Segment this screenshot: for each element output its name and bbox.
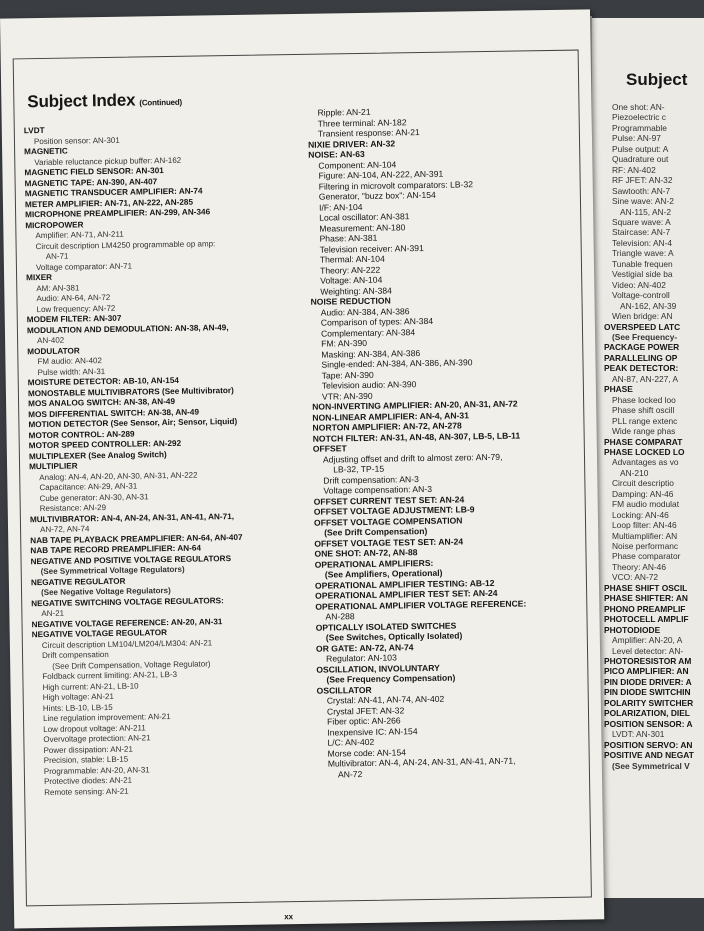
index-subentry: Staircase: AN-7 <box>612 227 671 238</box>
index-subentry: Wien bridge: AN <box>612 311 673 322</box>
index-heading: NOISE REDUCTION <box>310 295 391 307</box>
index-subentry: Comparison of types: AN-384 <box>320 315 434 328</box>
index-subentry: Line regulation improvement: AN-21 <box>42 712 171 724</box>
page-title-suffix: (Continued) <box>139 97 183 108</box>
index-subentry: Sawtooth: AN-7 <box>612 185 671 196</box>
index-heading: PHOTODIODE <box>604 624 661 635</box>
index-subentry: Transient response: AN-21 <box>317 127 420 139</box>
index-heading: ONE SHOT: AN-72, AN-88 <box>314 547 418 559</box>
index-subentry: Single-ended: AN-384, AN-386, AN-390 <box>321 357 473 370</box>
index-heading: POLARITY SWITCHER <box>604 697 694 708</box>
index-subentry: Remote sensing: AN-21 <box>44 786 129 797</box>
page-folio: xx <box>284 912 294 922</box>
index-heading: OFFSET VOLTAGE ADJUSTMENT: LB-9 <box>313 504 475 517</box>
index-heading: MOISTURE DETECTOR: AB-10, AN-154 <box>27 375 179 388</box>
index-subentry: Television: AN-4 <box>612 237 673 248</box>
index-column-left <box>24 122 311 798</box>
index-subentry: Hints: LB-10, LB-15 <box>42 702 113 713</box>
index-heading: PHASE SHIFTER: AN <box>604 593 688 604</box>
index-heading: MODEM FILTER: AN-307 <box>26 313 122 325</box>
index-subentry: Tape: AN-390 <box>321 369 374 381</box>
index-heading: NON-LINEAR AMPLIFIER: AN-4, AN-31 <box>312 409 470 423</box>
index-subentry: Variable reluctance pickup buffer: AN-162 <box>34 155 182 167</box>
index-subentry: AN-288 <box>325 611 355 622</box>
index-subentry: High voltage: AN-21 <box>42 691 114 703</box>
index-subentry: Audio: AN-384, AN-386 <box>320 305 410 318</box>
index-heading: PICO AMPLIFIER: AN <box>604 666 689 677</box>
index-subentry: Locking: AN-46 <box>612 509 669 520</box>
right-index-column <box>604 102 704 771</box>
index-heading: MULTIPLIER <box>29 461 78 472</box>
index-subentry: Programmable <box>612 122 667 133</box>
index-subentry: Crystal: AN-41, AN-74, AN-402 <box>326 693 445 706</box>
index-column-right <box>307 104 584 780</box>
index-subentry: AN-72 <box>337 768 363 779</box>
index-subentry: Inexpensive IC: AN-154 <box>327 725 418 738</box>
index-heading: MODULATION AND DEMODULATION: AN-38, AN-49, <box>26 322 229 335</box>
index-subentry: Regulator: AN-103 <box>326 652 397 664</box>
index-subentry: Local oscillator: AN-381 <box>319 211 410 223</box>
index-subentry: Television audio: AN-390 <box>321 379 417 391</box>
index-subentry: Analog: AN-4, AN-20, AN-30, AN-31, AN-222 <box>39 470 198 482</box>
index-heading: OPERATIONAL AMPLIFIERS: <box>314 557 434 570</box>
index-subentry: VCO: AN-72 <box>612 572 659 583</box>
index-subentry: Drift compensation: AN-3 <box>323 473 419 486</box>
index-heading: NAB TAPE RECORD PREAMPLIFIER: AN-64 <box>30 543 202 556</box>
index-heading: NIXIE DRIVER: AN-32 <box>307 137 396 150</box>
index-subentry: AN-210 <box>620 467 649 478</box>
index-heading: PHOTOCELL AMPLIF <box>604 614 689 625</box>
right-page <box>590 18 704 898</box>
index-subentry: Thermal: AN-104 <box>319 253 385 265</box>
index-heading: MAGNETIC FIELD SENSOR: AN-301 <box>24 166 164 178</box>
index-heading: POSITION SENSOR: A <box>604 718 693 729</box>
index-subentry: Adjusting offset and drift to almost zero: AN-79, <box>322 451 503 465</box>
index-subentry: I/F: AN-104 <box>318 201 363 213</box>
index-heading: (See Symmetrical Voltage Regulators) <box>40 564 185 577</box>
index-subentry: Cube generator: AN-30, AN-31 <box>39 491 149 503</box>
index-subentry: Weighting: AN-384 <box>320 285 392 297</box>
index-subentry: Foldback current limiting: AN-21, LB-3 <box>42 669 178 682</box>
index-subentry: Wide range phas <box>612 426 676 437</box>
index-heading: LVDT <box>23 125 45 136</box>
index-subentry: Measurement: AN-180 <box>319 221 406 234</box>
index-heading: PACKAGE POWER <box>604 342 680 353</box>
index-heading: MAGNETIC TAPE: AN-390, AN-407 <box>24 176 158 188</box>
index-subentry: Protective diodes: AN-21 <box>43 775 133 787</box>
index-heading: MONOSTABLE MULTIVIBRATORS (See Multivibrator) <box>27 385 234 398</box>
index-subentry: Damping: AN-46 <box>612 488 674 499</box>
index-heading: MULTIVIBRATOR: AN-4, AN-24, AN-31, AN-41, AN-71, <box>29 511 235 524</box>
index-subentry: Masking: AN-384, AN-386 <box>321 347 421 360</box>
index-subentry: High current: AN-21, LB-10 <box>42 681 139 692</box>
index-heading: PIN DIODE DRIVER: A <box>604 676 692 687</box>
index-heading: PHASE LOCKED LO <box>604 446 685 457</box>
index-subentry: Theory: AN-222 <box>319 264 381 276</box>
index-heading: PEAK DETECTOR: <box>604 363 679 374</box>
index-subentry: Loop filter: AN-46 <box>612 520 677 531</box>
index-subentry: LVDT: AN-301 <box>612 729 665 740</box>
right-page-title: Subject <box>626 70 688 89</box>
index-subentry: Tunable frequen <box>612 258 673 269</box>
index-subentry: Sine wave: AN-2 <box>612 196 674 207</box>
index-heading: (See Amplifiers, Operational) <box>324 567 443 580</box>
index-subentry: (See Frequency- <box>612 331 678 342</box>
index-subentry: Pulse width: AN-31 <box>37 366 106 377</box>
index-heading: PHASE SHIFT OSCIL <box>604 582 688 593</box>
index-subentry: Triangle wave: A <box>612 248 674 259</box>
index-heading: PHONO PREAMPLIF <box>604 603 686 614</box>
index-subentry: L/C: AN-402 <box>327 736 375 748</box>
index-subentry: Position sensor: AN-301 <box>33 135 120 146</box>
index-heading: OFFSET CURRENT TEST SET: AN-24 <box>313 493 465 507</box>
index-subentry: Morse code: AN-154 <box>327 746 407 759</box>
index-heading: METER AMPLIFIER: AN-71, AN-222, AN-285 <box>24 197 194 209</box>
index-heading: MOTOR SPEED CONTROLLER: AN-292 <box>28 438 182 451</box>
index-subentry: (See Drift Compensation, Voltage Regulator) <box>52 658 211 671</box>
index-heading: MOS DIFFERENTIAL SWITCH: AN-38, AN-49 <box>28 407 200 419</box>
index-subentry: AN-402 <box>37 335 65 346</box>
page-title <box>27 90 182 112</box>
index-subentry: AN-21 <box>41 608 65 619</box>
index-subentry: Low dropout voltage: AN-211 <box>43 722 146 734</box>
index-heading: OPERATIONAL AMPLIFIER TESTING: AB-12 <box>314 577 495 591</box>
index-subentry: AN-72, AN-74 <box>39 524 90 535</box>
index-heading: POSITIVE AND NEGAT <box>604 750 694 761</box>
index-subentry: Crystal JFET: AN-32 <box>326 704 405 717</box>
index-subentry: Amplifier: AN-20, A <box>612 635 683 646</box>
index-subentry: AN-71 <box>45 251 69 261</box>
index-subentry: FM audio: AN-402 <box>37 356 102 367</box>
index-heading: NEGATIVE SWITCHING VOLTAGE REGULATORS: <box>31 595 224 608</box>
index-heading: OFFSET VOLTAGE COMPENSATION <box>313 514 463 528</box>
index-heading: OPERATIONAL AMPLIFIER TEST SET: AN-24 <box>315 587 498 601</box>
index-subentry: Figure: AN-104, AN-222, AN-391 <box>318 168 444 181</box>
index-subentry: Capacitance: AN-29, AN-31 <box>39 481 138 493</box>
index-subentry: Voltage: AN-104 <box>320 274 383 286</box>
index-heading: NOISE: AN-63 <box>308 148 365 160</box>
index-subentry: Three terminal: AN-182 <box>317 116 407 129</box>
index-subentry: Generator, "buzz box": AN-154 <box>318 189 436 202</box>
index-heading: OSCILLATOR <box>316 684 372 696</box>
index-heading: MOS ANALOG SWITCH: AN-38, AN-49 <box>28 396 176 409</box>
index-heading: PHASE COMPARAT <box>604 436 683 447</box>
index-heading: POLARIZATION, DIEL <box>604 708 690 719</box>
index-subentry: Vestigial side ba <box>612 269 673 280</box>
index-subentry: Phase locked loo <box>612 394 676 405</box>
index-heading: OFFSET <box>312 443 347 454</box>
index-heading: PARALLELING OP <box>604 352 678 363</box>
index-heading: NEGATIVE VOLTAGE REFERENCE: AN-20, AN-31 <box>31 616 223 629</box>
index-subentry: Fiber optic: AN-266 <box>327 715 401 727</box>
index-subentry: Ripple: AN-21 <box>317 106 371 118</box>
index-subentry: Theory: AN-46 <box>612 561 666 572</box>
index-heading: PHOTORESISTOR AM <box>604 656 692 667</box>
index-heading: (See Drift Compensation) <box>324 525 428 538</box>
index-heading: PHASE <box>604 384 633 395</box>
index-subentry: Resistance: AN-29 <box>39 503 107 514</box>
index-heading: (See Negative Voltage Regulators) <box>40 586 171 598</box>
index-heading: PIN DIODE SWITCHIN <box>604 687 691 698</box>
index-subentry: Programmable: AN-20, AN-31 <box>43 764 150 776</box>
index-subentry: Level detector: AN- <box>612 645 684 656</box>
index-subentry: Piezoelectric c <box>612 112 666 123</box>
index-heading: (See Frequency Compensation) <box>326 672 456 685</box>
index-subentry: AN-162, AN-39 <box>620 300 677 311</box>
index-heading: NON-INVERTING AMPLIFIER: AN-20, AN-31, AN-72 <box>312 398 518 412</box>
index-subentry: FM: AN-390 <box>321 337 368 349</box>
index-subentry: (See Symmetrical V <box>612 760 690 771</box>
index-subentry: Advantages as vo <box>612 457 679 468</box>
index-heading: MODULATOR <box>27 345 80 356</box>
index-heading: OVERSPEED LATC <box>604 321 681 332</box>
index-heading: MOTION DETECTOR (See Sensor, Air; Sensor, Liquid) <box>28 416 238 430</box>
index-subentry: One shot: AN- <box>612 102 665 112</box>
index-heading: NORTON AMPLIFIER: AN-72, AN-278 <box>312 420 462 433</box>
index-heading: NEGATIVE VOLTAGE REGULATOR <box>31 628 168 640</box>
index-subentry: Audio: AN-64, AN-72 <box>36 292 111 304</box>
index-subentry: Amplifier: AN-71, AN-211 <box>35 229 124 241</box>
index-subentry: Multivibrator: AN-4, AN-24, AN-31, AN-41, AN-71, <box>327 755 516 769</box>
index-subentry: Phase comparator <box>612 551 681 562</box>
index-subentry: Noise performanc <box>612 541 679 552</box>
index-subentry: Television receiver: AN-391 <box>319 242 424 255</box>
index-subentry: Phase: AN-381 <box>319 232 378 244</box>
index-subentry: RF: AN-402 <box>612 164 656 175</box>
index-subentry: Phase shift oscill <box>612 405 675 416</box>
index-subentry: Voltage comparator: AN-71 <box>35 261 133 272</box>
index-heading: MAGNETIC TRANSDUCER AMPLIFIER: AN-74 <box>24 186 203 199</box>
index-subentry: Voltage compensation: AN-3 <box>323 483 433 496</box>
index-subentry: AN-115, AN-2 <box>620 206 672 217</box>
index-heading: NOTCH FILTER: AN-31, AN-48, AN-307, LB-5, LB-11 <box>312 430 521 444</box>
left-page <box>0 9 604 928</box>
index-heading: MULTIPLEXER (See Analog Switch) <box>28 449 167 461</box>
index-heading: NAB TAPE PLAYBACK PREAMPLIFIER: AN-64, AN-407 <box>30 532 243 545</box>
index-subentry: FM audio modulat <box>612 499 680 510</box>
index-subentry: Circuit descriptio <box>612 478 674 489</box>
index-heading: MAGNETIC <box>24 146 68 157</box>
index-heading: NEGATIVE REGULATOR <box>30 576 126 587</box>
index-subentry: Pulse: AN-97 <box>612 133 661 144</box>
index-subentry: Pulse output: A <box>612 143 669 154</box>
index-subentry: Circuit description LM4250 programmable op amp: <box>35 238 216 251</box>
index-heading: NEGATIVE AND POSITIVE VOLTAGE REGULATORS <box>30 553 232 566</box>
index-subentry: Video: AN-402 <box>612 279 666 290</box>
index-heading: MOTOR CONTROL: AN-289 <box>28 429 135 440</box>
index-subentry: Component: AN-104 <box>318 158 397 171</box>
index-heading: OPERATIONAL AMPLIFIER VOLTAGE REFERENCE: <box>315 597 527 612</box>
index-subentry: Overvoltage protection: AN-21 <box>43 733 151 745</box>
index-subentry: Power dissipation: AN-21 <box>43 744 133 755</box>
index-subentry: AN-87, AN-227, A <box>612 373 679 384</box>
index-subentry: Filtering in microvolt comparators: LB-32 <box>318 178 474 192</box>
index-heading: OFFSET VOLTAGE TEST SET: AN-24 <box>314 535 464 549</box>
index-subentry: VTR: AN-390 <box>321 390 373 402</box>
index-subentry: Complementary: AN-384 <box>320 326 416 339</box>
index-subentry: AM: AN-381 <box>36 282 80 293</box>
index-heading: MIXER <box>26 272 53 283</box>
index-subentry: LB-32, TP-15 <box>333 463 385 475</box>
index-heading: MICROPHONE PREAMPLIFIER: AN-299, AN-346 <box>25 207 211 220</box>
page-title-text: Subject Index <box>27 90 136 112</box>
index-heading: OR GATE: AN-72, AN-74 <box>315 641 414 654</box>
index-subentry: PLL range extenc <box>612 415 678 426</box>
index-heading: MICROPOWER <box>25 219 84 230</box>
index-subentry: Square wave: A <box>612 216 671 227</box>
index-heading: (See Switches, Optically Isolated) <box>325 630 463 643</box>
index-subentry: RF JFET: AN-32 <box>612 175 673 186</box>
index-subentry: Multiamplifier: AN <box>612 530 678 541</box>
index-subentry: Low frequency: AN-72 <box>36 303 116 314</box>
index-subentry: Quadrature out <box>612 154 669 165</box>
index-heading: OSCILLATION, INVOLUNTARY <box>316 662 440 675</box>
index-heading: OPTICALLY ISOLATED SWITCHES <box>315 620 457 633</box>
index-subentry: Voltage-controll <box>612 290 670 301</box>
index-subentry: Precision, stable: LB-15 <box>43 754 129 766</box>
index-subentry: Circuit description LM104/LM204/LM304: AN-21 <box>41 637 213 650</box>
index-subentry: Drift compensation <box>41 650 109 661</box>
index-heading: POSITION SERVO: AN <box>604 739 693 750</box>
